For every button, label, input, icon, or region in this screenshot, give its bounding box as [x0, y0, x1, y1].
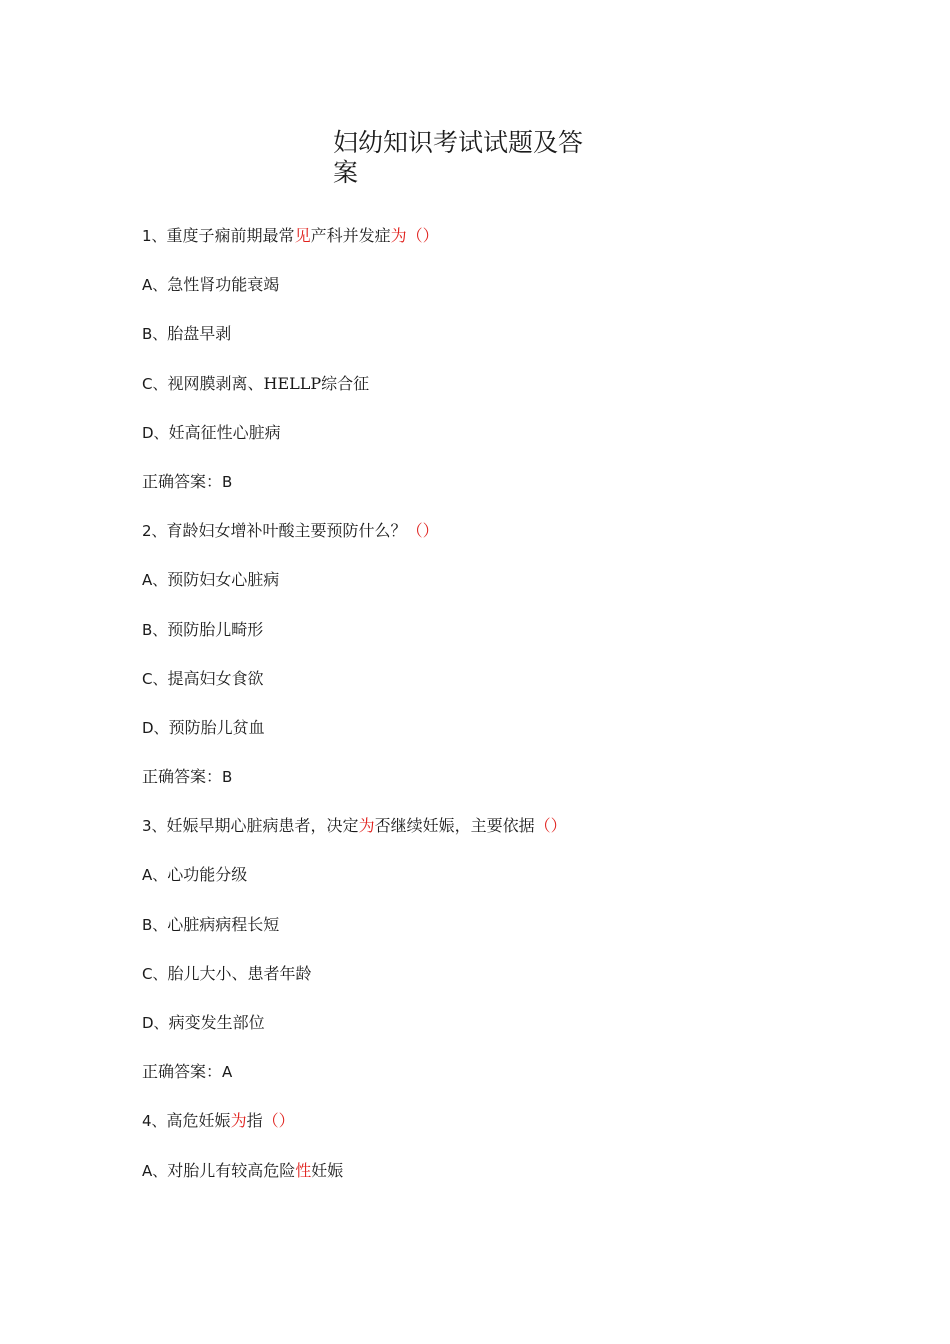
option-b	[142, 618, 822, 667]
option-text-highlight: 性	[295, 1160, 312, 1180]
option-d	[142, 421, 822, 470]
option-d	[142, 1011, 822, 1060]
option-d	[142, 716, 822, 765]
option-letter: A、	[142, 866, 168, 885]
question-number: 4、	[142, 1112, 167, 1131]
option-text: 心功能分级	[167, 865, 248, 885]
question-text-highlight: 为	[230, 1111, 247, 1131]
answer-value: B	[222, 472, 233, 491]
question-text: 育龄妇女增补叶酸主要预防什么？	[166, 521, 407, 541]
question-number: 2、	[142, 522, 167, 541]
option-text: 心脏病病程长短	[167, 914, 280, 934]
option-letter: B、	[142, 325, 168, 344]
option-c	[142, 667, 822, 716]
answer-label: 正确答案：	[142, 1062, 223, 1082]
option-letter: A、	[142, 571, 168, 590]
answer-label: 正确答案：	[142, 471, 223, 491]
option-text: 预防胎儿畸形	[167, 619, 264, 639]
option-letter: B、	[142, 620, 168, 639]
option-c	[142, 372, 822, 421]
option-letter: C、	[142, 669, 168, 688]
option-text: 胎盘早剥	[167, 324, 232, 344]
option-a	[142, 568, 822, 617]
question-blank: （）	[406, 521, 439, 541]
question-number: 3、	[142, 817, 167, 836]
question-number: 1、	[142, 227, 167, 245]
option-text: 病变发生部位	[168, 1013, 265, 1032]
question-stem	[142, 224, 822, 273]
option-letter: C、	[142, 374, 168, 393]
option-letter: B、	[142, 915, 168, 934]
option-text: 急性肾功能衰竭	[167, 275, 280, 295]
question-text: 否继续妊娠，主要依据	[374, 816, 535, 836]
option-letter: D、	[142, 1014, 169, 1032]
question-text-highlight: 见	[294, 226, 311, 245]
answer-value: A	[222, 1063, 233, 1082]
answer-line	[142, 765, 822, 814]
option-letter: D、	[142, 423, 169, 442]
question-blank: （）	[262, 1111, 295, 1131]
option-letter: A、	[142, 276, 168, 295]
question-stem	[142, 814, 822, 863]
answer-line	[142, 1060, 822, 1109]
question-text: 重度子痫前期最常	[166, 226, 295, 245]
question-text-highlight: 为	[358, 816, 375, 836]
option-text: 预防妇女心脏病	[167, 570, 280, 590]
question-stem	[142, 1109, 822, 1158]
question-text: 指	[246, 1111, 263, 1131]
option-c	[142, 962, 822, 1011]
option-text: 视网膜剥离、HELLP综合征	[167, 373, 370, 393]
option-a	[142, 863, 822, 912]
option-b	[142, 913, 822, 962]
option-letter: D、	[142, 718, 169, 737]
option-b	[142, 322, 822, 371]
answer-line	[142, 470, 822, 519]
question-stem	[142, 519, 822, 568]
option-text: 胎儿大小、患者年龄	[167, 963, 312, 983]
option-a	[142, 273, 822, 322]
option-text: 对胎儿有较高危险	[167, 1160, 296, 1180]
question-blank: 为（）	[390, 226, 439, 245]
question-list	[142, 224, 822, 1208]
answer-label: 正确答案：	[142, 767, 223, 787]
option-letter: C、	[142, 964, 168, 983]
option-a	[142, 1159, 822, 1208]
question-text: 产科并发症	[310, 226, 391, 245]
option-text: 预防胎儿贫血	[168, 717, 265, 737]
option-text: 提高妇女食欲	[167, 668, 264, 688]
document-title: 妇幼知识考试试题及答案	[333, 128, 584, 187]
option-text: 妊高征性心脏病	[168, 422, 281, 442]
question-text: 妊娠早期心脏病患者，决定	[166, 816, 359, 836]
option-letter: A、	[142, 1161, 168, 1180]
question-blank: （）	[534, 816, 567, 836]
option-text: 妊娠	[311, 1160, 344, 1180]
question-text: 高危妊娠	[166, 1111, 231, 1131]
answer-value: B	[222, 768, 233, 787]
